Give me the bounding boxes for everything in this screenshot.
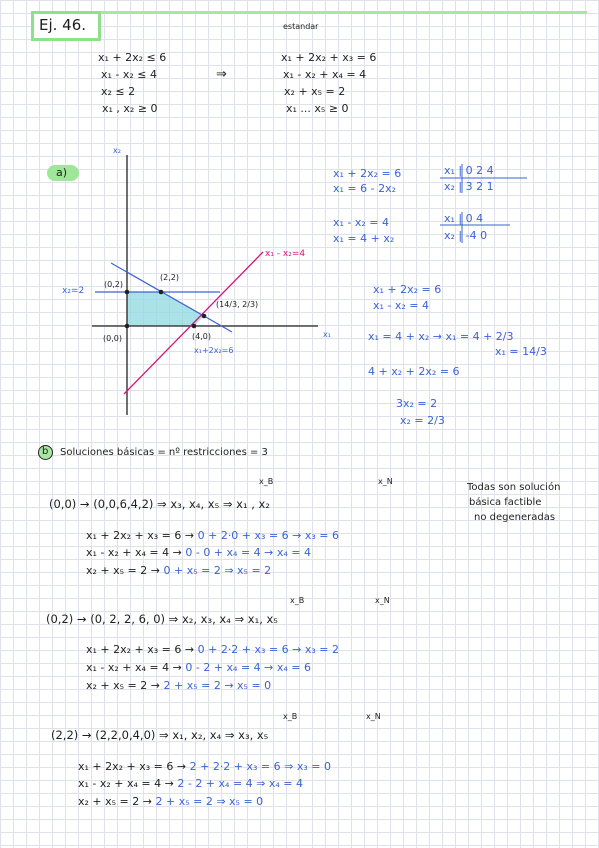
block2-eq3-sol: 2 + x₅ = 2 → x₅ = 0 <box>159 679 272 692</box>
block1-eq3-sol: 0 + x₅ = 2 ⇒ x₅ = 2 <box>159 564 272 577</box>
vertex-4-0 <box>192 324 197 329</box>
block2-eq2-text: x₁ - x₂ + x₄ = 4 → <box>86 661 182 674</box>
constraint-2: x₁ - x₂ ≤ 4 <box>101 68 158 81</box>
block3-eq2-sol: 2 - 2 + x₄ = 4 ⇒ x₄ = 4 <box>173 777 303 790</box>
standard-label: estandar <box>283 22 319 31</box>
note-table1-row: x₂ | 3 2 1 <box>444 180 494 193</box>
note-sub2: x₁ = 14/3 <box>495 345 547 358</box>
block3-eq1 <box>78 760 331 773</box>
vertex-2-2 <box>159 290 164 295</box>
label-pt-0-0: (0,0) <box>103 334 122 343</box>
side-note-line2: básica factible <box>469 497 542 508</box>
label-pt-0-2: (0,2) <box>104 280 123 289</box>
note-eq1a: x₁ + 2x₂ = 6 <box>333 167 402 180</box>
part-a-label: a) <box>56 166 68 179</box>
part-b-label: b <box>42 446 49 457</box>
block2-eq1-sol: 0 + 2·2 + x₃ = 6 → x₃ = 2 <box>194 643 339 656</box>
constraint-1: x₁ + 2x₂ ≤ 6 <box>98 51 167 64</box>
part-b-title: Soluciones básicas = nº restricciones = 3 <box>60 447 268 458</box>
block1-eq2 <box>86 546 311 559</box>
note-sub1: x₁ = 4 + x₂ → x₁ = 4 + 2/3 <box>368 330 514 343</box>
block1-eq1 <box>86 529 339 542</box>
block1-eq2-sol: 0 - 0 + x₄ = 4 → x₄ = 4 <box>181 546 311 559</box>
x-axis-label: x₁ <box>323 330 331 339</box>
block1-line: (0,0) → (0,0,6,4,2) ⇒ x₃, x₄, x₅ ⇒ x₁ , x₂ <box>49 497 270 511</box>
block1-eq3-text: x₂ + x₅ = 2 → <box>86 564 160 577</box>
block3-eq1-text: x₁ + 2x₂ + x₃ = 6 → <box>78 760 187 773</box>
note-sub3: 4 + x₂ + 2x₂ = 6 <box>368 365 460 378</box>
note-table1-head: x₁ | 0 2 4 <box>444 164 494 177</box>
block2-eq2-sol: 0 - 2 + x₄ = 4 → x₄ = 6 <box>181 661 311 674</box>
block2-eq1 <box>86 643 339 656</box>
standard-eq-1: x₁ + 2x₂ + x₃ = 6 <box>281 51 377 64</box>
vertex-14-3 <box>202 314 207 319</box>
label-pt-2-2: (2,2) <box>160 273 179 282</box>
side-note-line1: Todas son solución <box>467 482 561 493</box>
block3-eq1-sol: 2 + 2·2 + x₃ = 6 ⇒ x₃ = 0 <box>186 760 331 773</box>
note-sys1: x₁ + 2x₂ = 6 <box>373 283 442 296</box>
block3-eq3 <box>78 795 263 808</box>
block2-xn-label: x_N <box>375 596 390 605</box>
block2-eq2 <box>86 661 311 674</box>
block3-xn-label: x_N <box>366 712 381 721</box>
block1-eq1-sol: 0 + 2·0 + x₃ = 6 → x₃ = 6 <box>194 529 339 542</box>
block1-xn-label: x_N <box>378 477 393 486</box>
block2-xb-label: x_B <box>290 596 305 605</box>
block2-eq3 <box>86 679 271 692</box>
constraint-3: x₂ ≤ 2 <box>101 85 136 98</box>
label-pt-4-0: (4,0) <box>192 332 211 341</box>
standard-eq-3: x₂ + x₅ = 2 <box>284 85 346 98</box>
note-sys2: x₁ - x₂ = 4 <box>373 299 430 312</box>
note-res2: x₂ = 2/3 <box>400 414 445 427</box>
y-axis-label: x₂ <box>113 146 121 155</box>
constraint-nonneg: x₁ , x₂ ≥ 0 <box>102 102 158 115</box>
block1-eq3 <box>86 564 271 577</box>
note-res1: 3x₂ = 2 <box>396 397 438 410</box>
block2-eq3-text: x₂ + x₅ = 2 → <box>86 679 160 692</box>
side-note-line3: no degeneradas <box>474 512 556 523</box>
block1-eq2-text: x₁ - x₂ + x₄ = 4 → <box>86 546 182 559</box>
note-eq1b: x₁ = 6 - 2x₂ <box>333 182 397 195</box>
block2-line: (0,2) → (0, 2, 2, 6, 0) ⇒ x₂, x₃, x₄ ⇒ x₁, x₅ <box>46 612 278 626</box>
label-pt-14-3: (14/3, 2/3) <box>216 300 259 309</box>
block1-xb-label: x_B <box>259 477 274 486</box>
block1-eq1-text: x₁ + 2x₂ + x₃ = 6 → <box>86 529 195 542</box>
vertex-0-0 <box>125 324 130 329</box>
block3-eq3-sol: 2 + x₅ = 2 ⇒ x₅ = 0 <box>151 795 264 808</box>
label-x2-eq-2: x₂=2 <box>62 286 85 296</box>
exercise-title: Ej. 46. <box>39 16 87 34</box>
block3-eq2 <box>78 777 303 790</box>
label-x1-plus-2x2: x₁+2x₂=6 <box>194 346 234 355</box>
note-table2-row: x₂ | -4 0 <box>444 229 488 242</box>
note-table2-head: x₁ | 0 4 <box>444 212 484 225</box>
block2-eq1-text: x₁ + 2x₂ + x₃ = 6 → <box>86 643 195 656</box>
vertex-0-2 <box>125 290 130 295</box>
note-eq2a: x₁ - x₂ = 4 <box>333 216 390 229</box>
block3-eq3-text: x₂ + x₅ = 2 → <box>78 795 152 808</box>
standard-nonneg: x₁ ... x₅ ≥ 0 <box>286 102 349 115</box>
label-x1-minus-x2: x₁ - x₂=4 <box>265 249 306 259</box>
block3-line: (2,2) → (2,2,0,4,0) ⇒ x₁, x₂, x₄ ⇒ x₃, x₅ <box>51 728 269 742</box>
standard-eq-2: x₁ - x₂ + x₄ = 4 <box>283 68 367 81</box>
note-eq2b: x₁ = 4 + x₂ <box>333 232 395 245</box>
block3-xb-label: x_B <box>283 712 298 721</box>
implies-arrow: ⇒ <box>216 67 227 82</box>
block3-eq2-text: x₁ - x₂ + x₄ = 4 → <box>78 777 174 790</box>
